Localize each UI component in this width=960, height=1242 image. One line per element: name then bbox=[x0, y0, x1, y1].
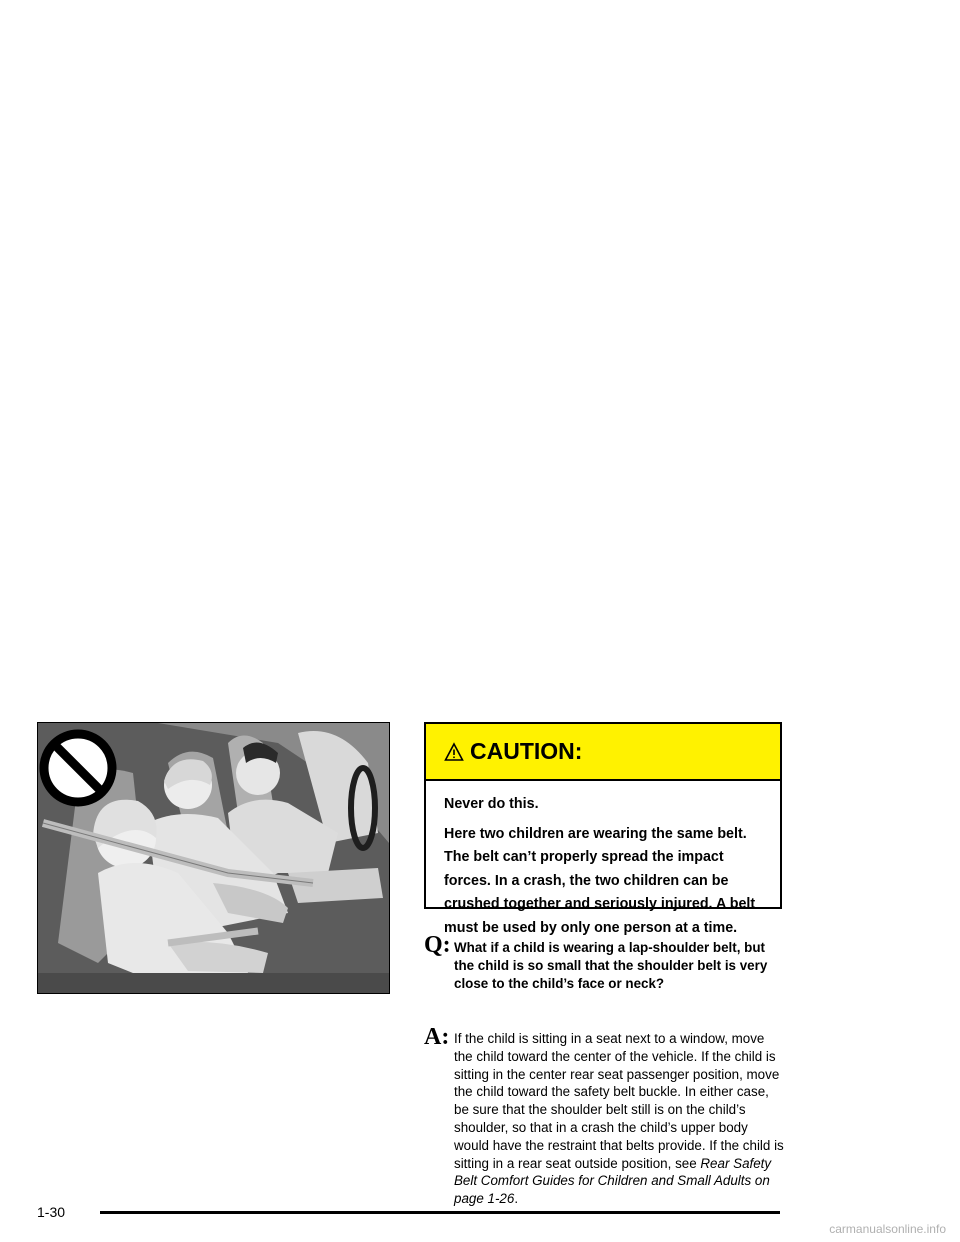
answer-cross-reference[interactable]: Rear Safety Belt Comfort Guides for Children and Small Adults on page 1-26 bbox=[454, 1155, 772, 1207]
illustration-children-sharing-belt bbox=[37, 722, 390, 994]
footer-rule bbox=[100, 1211, 780, 1214]
caution-box bbox=[424, 722, 782, 936]
caution-line-1: Never do this. bbox=[444, 796, 539, 812]
page-number: 1-30 bbox=[37, 1204, 66, 1220]
question-block bbox=[424, 933, 784, 992]
caution-body bbox=[426, 781, 780, 940]
question-text: What if a child is wearing a lap-shoulder belt, but the child is so small that the shoulder belt is very close to the child’s face or neck? bbox=[454, 940, 768, 991]
answer-body: If the child is sitting in a seat next to a window, move the child toward the center of the vehicle. If the child is sitting in the center rear seat passenger position, move the child toward the safety belt buckle. In either case, be sure that the shoulder belt still is on the child’s shoulder, so that in a crash the child’s upper body would have the restraint that belts provide. If the child is sitting in a rear seat outside position, see bbox=[454, 1031, 784, 1171]
answer-block bbox=[424, 1025, 784, 1208]
caution-header bbox=[426, 724, 780, 781]
warning-triangle-icon bbox=[444, 742, 464, 762]
answer-letter: A: bbox=[424, 1024, 450, 1050]
caution-title: CAUTION: bbox=[470, 738, 583, 764]
answer-text bbox=[454, 1025, 784, 1208]
answer-end: . bbox=[514, 1191, 519, 1207]
question-letter: Q: bbox=[424, 932, 451, 958]
watermark: carmanualsonline.info bbox=[829, 1222, 946, 1236]
caution-line-2: Here two children are wearing the same belt. The belt can’t properly spread the impact forces. In a crash, the two children can be crushed together and seriously injured. A belt must be used by only one person at a time. bbox=[444, 825, 756, 936]
